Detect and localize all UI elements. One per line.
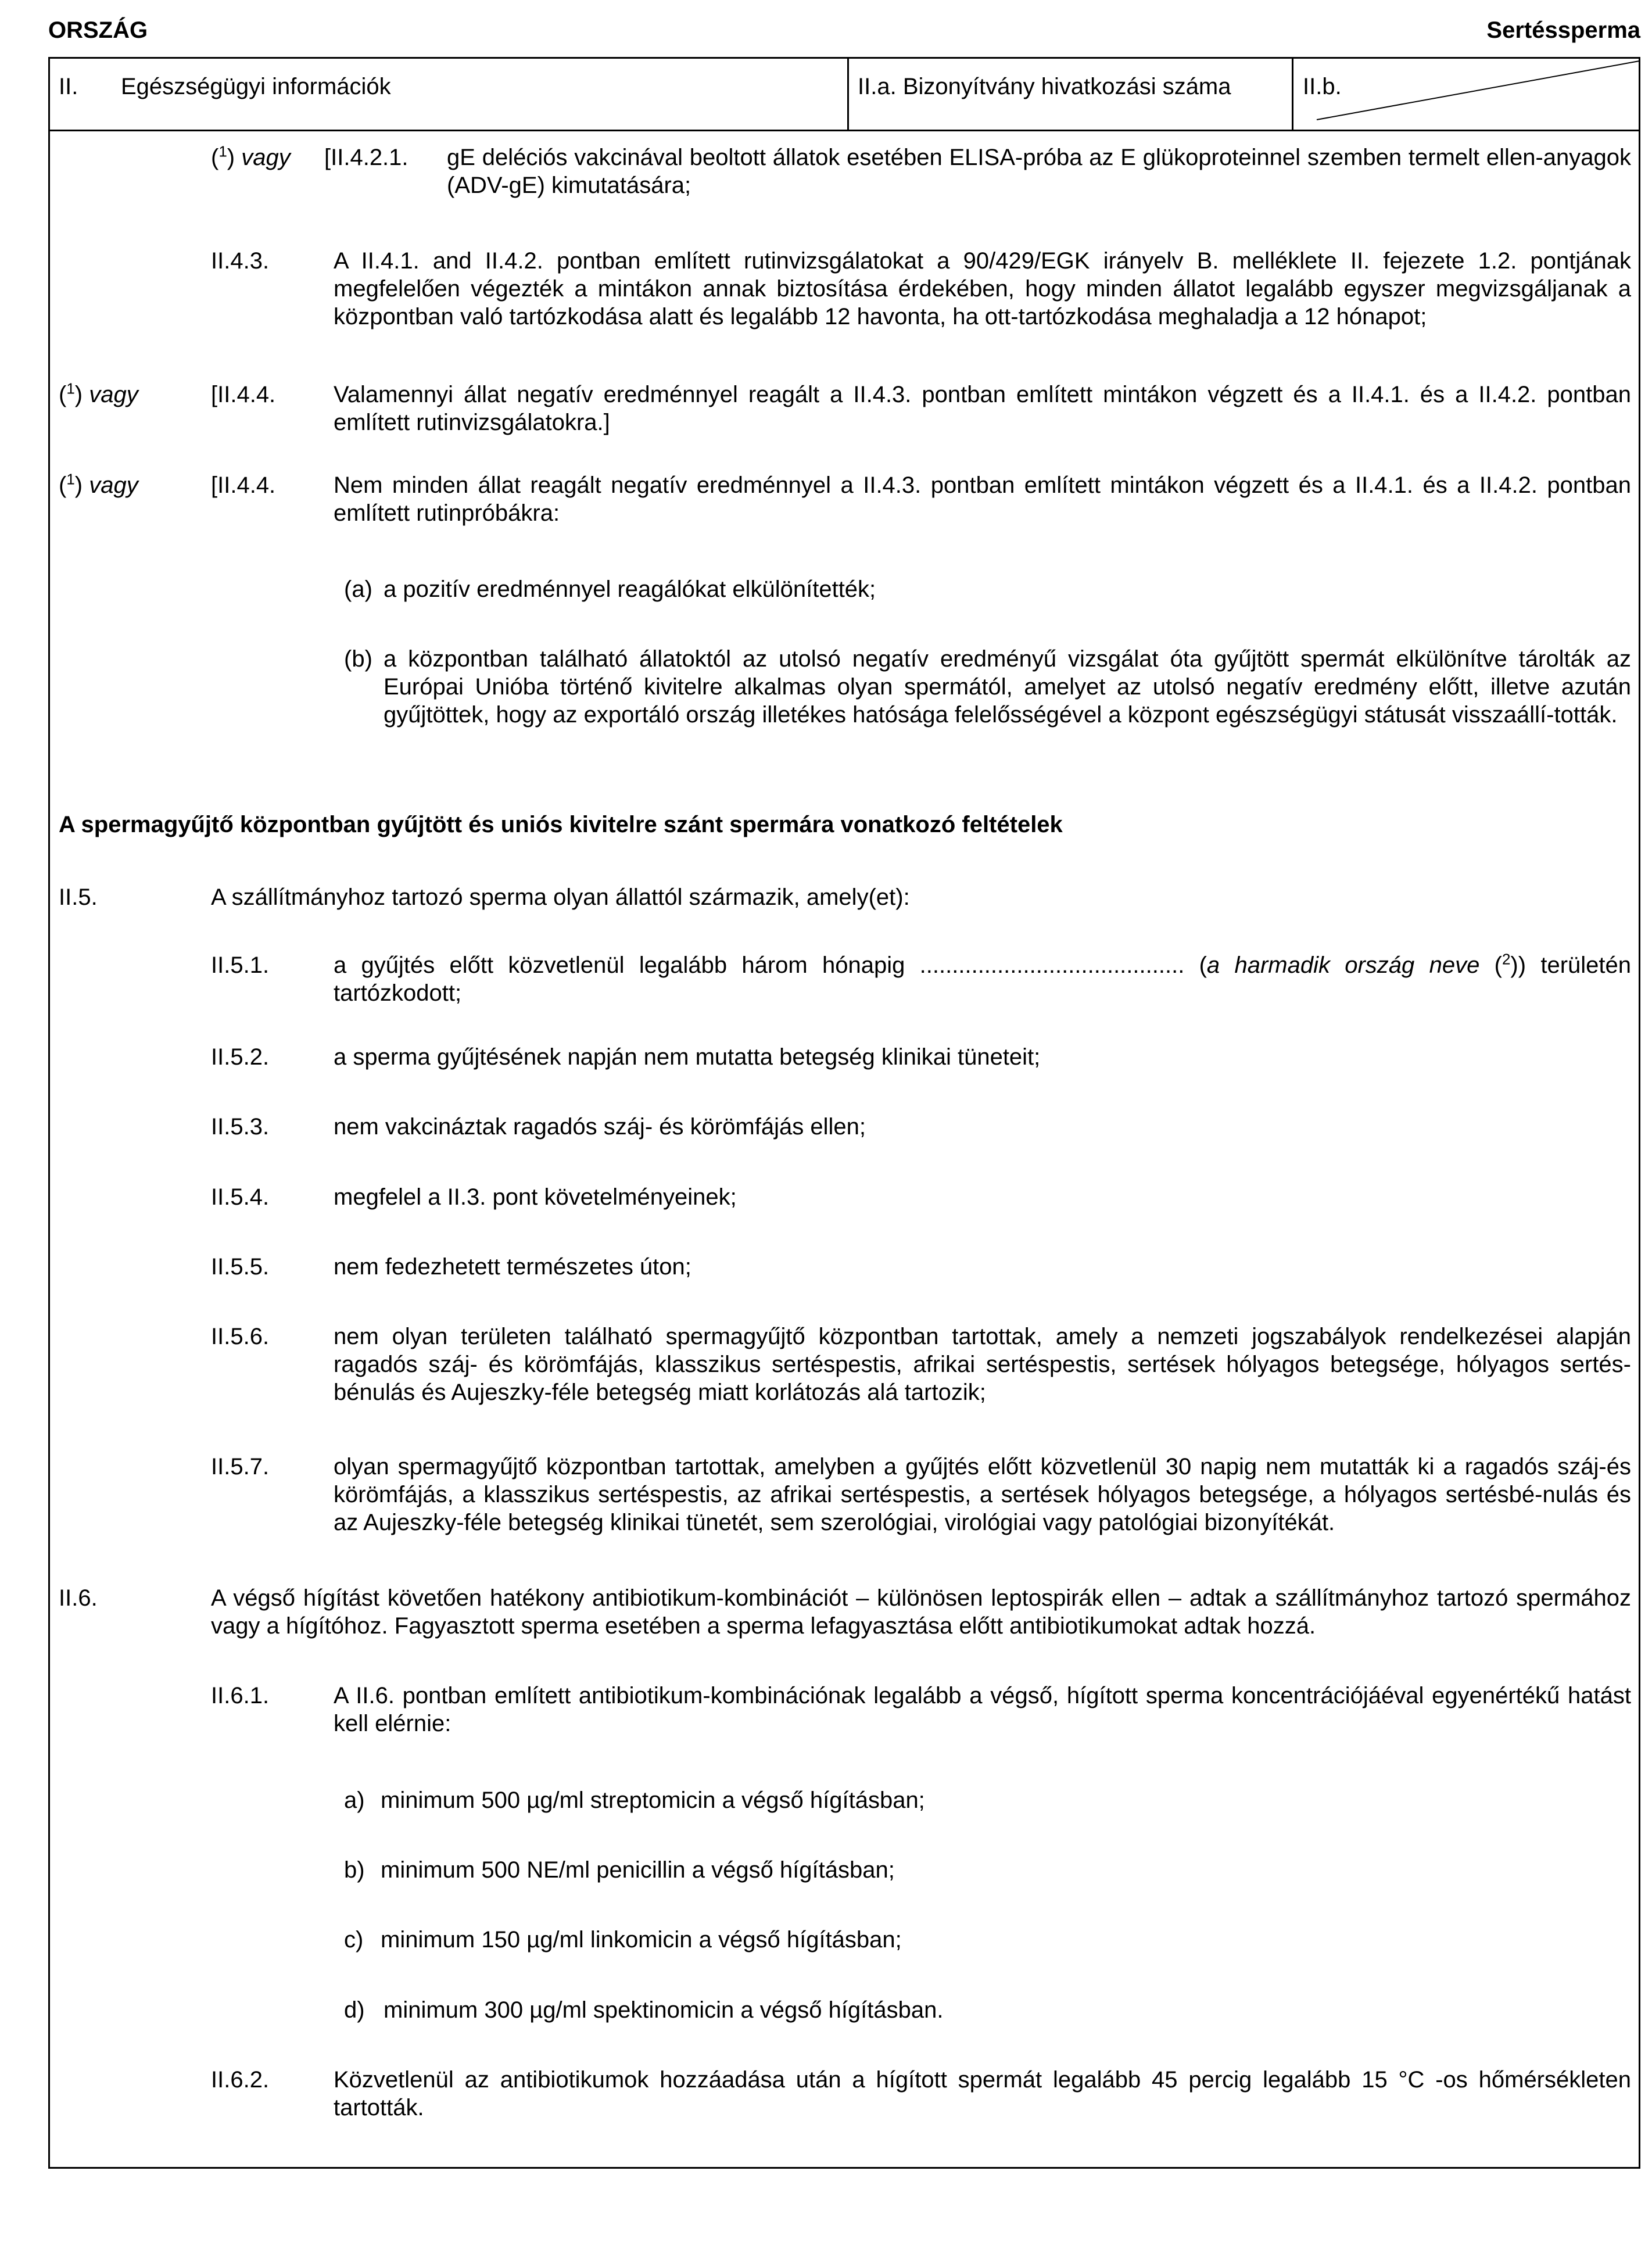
paragraph: a pozitív eredménnyel reagálókat elkülönítették; (384, 576, 876, 602)
para-number: [II.4.4. (211, 382, 276, 407)
paragraph: minimum 150 µg/ml linkomicin a végső hígításban; (381, 1927, 902, 1953)
paragraph: Közvetlenül az antibiotikumok hozzáadása után a hígított spermát legalább 45 percig legalább 15 °C -os hőmérsékleten tartották. (334, 2067, 1631, 2120)
para-number: II.4.3. (211, 248, 270, 274)
paragraph: a sperma gyűjtésének napján nem mutatta betegség klinikai tüneteit; (334, 1044, 1041, 1070)
paragraph: A II.4.1. and II.4.2. pontban említett rutinvizsgálatokat a 90/429/EGK irányelv B. melléklete II. fejezete 1.2. pontjának megfelelően végezték a mintákon annak biztosítása érdekében, hogy minden állatot legalább egyszer megvizsgáljanak a központban való tartózkodása alatt és legalább 12 havonta, ha ott-tartózkodása meghaladja a 12 hónapot; (334, 248, 1631, 329)
para-number: II.5.6. (211, 1324, 270, 1349)
item-label: d) (344, 1997, 365, 2023)
paragraph: Valamennyi állat negatív eredménnyel reagált a II.4.3. pontban említett mintákon végzett és a II.4.1. és a II.4.2. pontban említett rutinvizsgálatokra.] (334, 382, 1631, 435)
paragraph: minimum 300 µg/ml spektinomicin a végső hígításban. (384, 1997, 944, 2023)
para-number: II.6. (59, 1585, 98, 1611)
paragraph: minimum 500 NE/ml penicillin a végső hígításban; (381, 1857, 895, 1883)
paragraph: Nem minden állat reagált negatív eredménnyel a II.4.3. pontban említett mintákon végzett és a II.4.1. és a II.4.2. pontban említett rutinpróbákra: (334, 472, 1631, 526)
iib-label: II.b. (1303, 74, 1342, 99)
para-number: [II.4.4. (211, 472, 276, 498)
para-number: II.6.2. (211, 2067, 270, 2093)
paragraph: a központban található állatoktól az utolsó negatív eredményű vizsgálat óta gyűjtött spermát elkülönítve tárolták az Európai Unióba történő kivitelre alkalmas olyan spermától, amelyet az utolsó negatív eredmény előtt, illetve azután gyűjtöttek, hogy az exportáló ország illetékes hatósága felelősségével a központ egészségügyi státusát visszaállí-tották. (384, 646, 1631, 728)
section-number: II. (59, 74, 78, 99)
section-heading: A spermagyűjtő központban gyűjtött és uniós kivitelre szánt spermára vonatkozó feltételek (59, 812, 1063, 837)
paragraph: A végső hígítást követően hatékony antibiotikum-kombinációt – különösen leptospirák ellen – adtak a szállítmányhoz tartozó spermához vagy a hígítóhoz. Fagyasztott sperma esetében a sperma lefagyasztása előtt antibiotikumokat adtak hozzá. (211, 1585, 1631, 1639)
para-number: II.6.1. (211, 1683, 270, 1708)
country-label: ORSZÁG (48, 17, 148, 43)
item-label: (a) (344, 576, 372, 602)
para-number: II.5.4. (211, 1184, 270, 1210)
header-divider (847, 59, 849, 130)
para-number: II.5.2. (211, 1044, 270, 1070)
reference-label: II.a. Bizonyítvány hivatkozási száma (858, 74, 1231, 99)
marker-or: ($^1$) vagy (59, 379, 138, 407)
para-number: II.5. (59, 884, 98, 910)
item-label: c) (344, 1927, 364, 1953)
item-label: (b) (344, 646, 372, 672)
section-title: Egészségügyi információk (121, 74, 391, 99)
item-label: b) (344, 1857, 365, 1883)
para-number: II.5.1. (211, 952, 270, 978)
paragraph: megfelel a II.3. pont követelményeinek; (334, 1184, 737, 1210)
para-number: II.5.5. (211, 1254, 270, 1280)
item-label: a) (344, 1787, 365, 1813)
para-number: [II.4.2.1. (324, 145, 408, 170)
paragraph: nem olyan területen található spermagyűjtő központban tartottak, amely a nemzeti jogszabályok rendelkezései alapján ragadós száj- és körömfájás, klasszikus sertéspestis, afrikai sertéspestis, sertések hólyagos betegsége, hólyagos sertés-bénulás és Aujeszky-féle betegség miatt korlátozás alá tartozik; (334, 1324, 1631, 1405)
product-label: Sertéssperma (1486, 17, 1640, 43)
paragraph: A szállítmányhoz tartozó sperma olyan állattól származik, amely(et): (211, 884, 910, 910)
paragraph: gE deléciós vakcinával beoltott állatok esetében ELISA-próba az E glükoproteinnel szemben termelt ellen-anyagok (ADV-gE) kimutatására; (447, 145, 1631, 198)
marker-or: ($^1$) vagy (59, 470, 138, 498)
paragraph: olyan spermagyűjtő központban tartottak, amelyben a gyűjtés előtt közvetlenül 30 napig nem mutatták ki a ragadós száj-és körömfájás, a klasszikus sertéspestis, az afrikai sertéspestis, a sertések hólyagos betegsége, a hólyagos sertésbé-nulás és az Aujeszky-féle betegség klinikai tünetét, sem szerológiai, virológiai vagy patológiai bizonyítékát. (334, 1454, 1631, 1535)
paragraph: minimum 500 µg/ml streptomicin a végső hígításban; (381, 1787, 925, 1813)
paragraph: nem vakcináztak ragadós száj- és körömfájás ellen; (334, 1114, 866, 1140)
paragraph: a gyűjtés előtt közvetlenül legalább három hónapig ......................................... (a harmadik ország neve ($^2$)) területén tartózkodott; (334, 950, 1631, 1006)
paragraph: nem fedezhetett természetes úton; (334, 1254, 691, 1280)
diagonal-line (1293, 59, 1640, 130)
para-number: II.5.7. (211, 1454, 270, 1480)
marker-or: ($^1$) vagy (211, 142, 291, 170)
header-row (50, 59, 1639, 131)
para-number: II.5.3. (211, 1114, 270, 1140)
paragraph: A II.6. pontban említett antibiotikum-kombinációnak legalább a végső, hígított sperma koncentrációjáéval egyenértékű hatást kell elérnie: (334, 1683, 1631, 1736)
